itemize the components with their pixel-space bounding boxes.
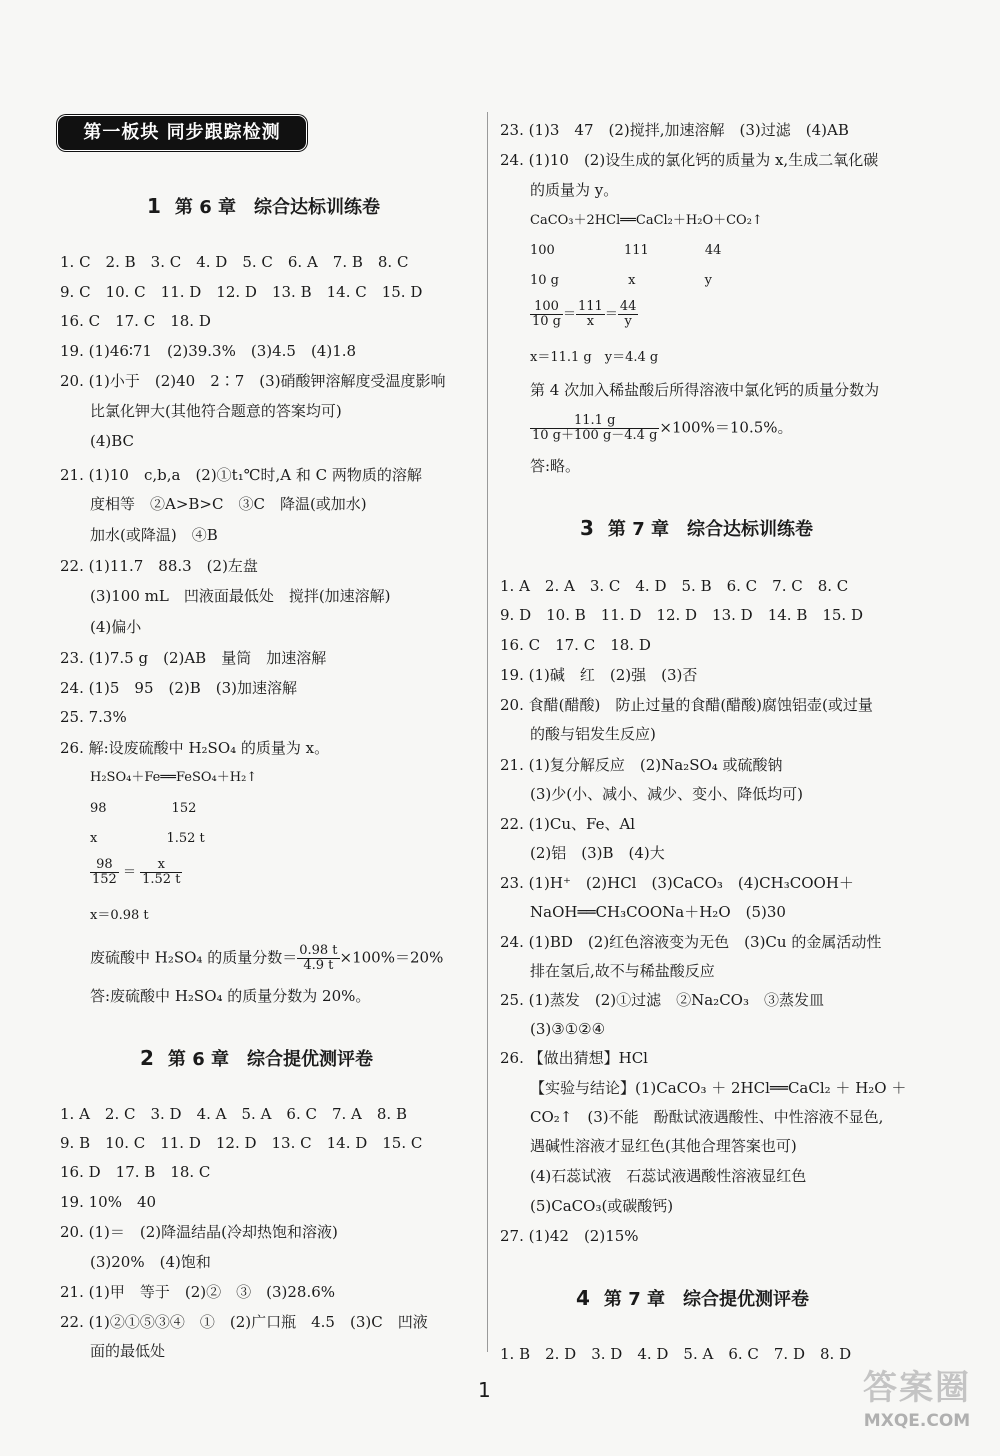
- answer-line: 9. B 10. C 11. D 12. D 13. C 14. D 15. C: [60, 1134, 423, 1152]
- answer-line: 9. C 10. C 11. D 12. D 13. B 14. C 15. D: [60, 283, 423, 301]
- section-3-number: 3: [580, 516, 594, 540]
- section-banner: 第一板块 同步跟踪检测: [60, 118, 304, 148]
- equation-line: 10 g x y: [530, 273, 712, 288]
- section-2-heading: [140, 1046, 373, 1072]
- answer-line: 20. (1)＝ (2)降温结晶(冷却热饱和溶液): [60, 1223, 338, 1241]
- section-4-number: 4: [576, 1286, 590, 1310]
- answer-line: 21. (1)甲 等于 (2)② ③ (3)28.6%: [60, 1283, 336, 1301]
- answer-line: 排在氢后,故不与稀盐酸反应: [530, 962, 715, 980]
- answer-line: 22. (1)Cu、Fe、Al: [500, 815, 636, 833]
- fraction: $\frac{111}{x}$: [578, 299, 603, 329]
- equation-line: x＝11.1 g y＝4.4 g: [530, 350, 659, 365]
- answer-line: 答:废硫酸中 H₂SO₄ 的质量分数为 20%。: [90, 987, 371, 1005]
- answer-line: 19. 10% 40: [60, 1193, 157, 1211]
- answer-line: (4)石蕊试液 石蕊试液遇酸性溶液显红色: [530, 1167, 807, 1185]
- section-2-title: 第 6 章 综合提优测评卷: [167, 1049, 373, 1070]
- answer-line: 19. (1)碱 红 (2)强 (3)否: [500, 666, 698, 684]
- answer-line: (3)20% (4)饱和: [90, 1253, 211, 1271]
- section-2-number: 2: [140, 1046, 154, 1070]
- section-4-title: 第 7 章 综合提优测评卷: [603, 1289, 809, 1310]
- fraction: $\frac{0.98 t}{4.9 t}$: [299, 943, 338, 973]
- answer-line: 16. C 17. C 18. D: [500, 636, 651, 654]
- answer-line: 23. (1)3 47 (2)搅拌,加速溶解 (3)过滤 (4)AB: [500, 121, 849, 139]
- fraction-equation: $\frac{11.1 g}{10 g+100 g-4.4 g}$ ×100%＝10.5%。: [532, 413, 793, 443]
- column-divider: [487, 112, 488, 1352]
- section-1-heading: [147, 194, 380, 220]
- fraction: $\frac{11.1 g}{10 g+100 g-4.4 g}$: [532, 413, 658, 443]
- answer-line: 26. 解:设废硫酸中 H₂SO₄ 的质量为 x。: [60, 739, 330, 757]
- answer-line: 25. 7.3%: [60, 708, 127, 726]
- answer-line: 23. (1)7.5 g (2)AB 量筒 加速溶解: [60, 649, 327, 667]
- answer-line: 比氯化钾大(其他符合题意的答案均可): [90, 402, 342, 420]
- page-number: 1: [478, 1378, 491, 1402]
- fraction: $\frac{x}{1.52 t}$: [142, 857, 181, 887]
- answer-line: 24. (1)BD (2)红色溶液变为无色 (3)Cu 的金属活动性: [500, 933, 882, 951]
- answer-line: 的酸与铝发生反应): [530, 725, 656, 743]
- fraction-equation: $\frac{100}{10 g}$ ＝ $\frac{111}{x}$ ＝ $\frac{44}{y}$: [532, 299, 637, 329]
- answer-line: 25. (1)蒸发 (2)①过滤 ②Na₂CO₃ ③蒸发皿: [500, 991, 824, 1009]
- equation-line: 98 152: [90, 801, 197, 816]
- answer-line: 面的最低处: [90, 1342, 166, 1360]
- answer-line: NaOH══CH₃COONa＋H₂O (5)30: [530, 903, 786, 921]
- answer-line: 答:略。: [530, 457, 581, 475]
- answer-line: 9. D 10. B 11. D 12. D 13. D 14. B 15. D: [500, 606, 863, 624]
- fraction-equation: $\frac{98}{152}$ ＝ $\frac{x}{1.52 t}$: [92, 857, 181, 887]
- answer-line: 24. (1)5 95 (2)B (3)加速溶解: [60, 679, 298, 697]
- answer-line: 22. (1)11.7 88.3 (2)左盘: [60, 557, 258, 575]
- answer-line: 【实验与结论】(1)CaCO₃ ＋ 2HCl══CaCl₂ ＋ H₂O ＋: [530, 1079, 907, 1097]
- fraction: $\frac{100}{10 g}$: [532, 299, 561, 329]
- equation-line: x＝0.98 t: [90, 908, 149, 923]
- answer-line: 21. (1)10 c,b,a (2)①t₁℃时,A 和 C 两物质的溶解: [60, 466, 422, 484]
- answer-line: 加水(或降温) ④B: [90, 526, 218, 544]
- equation-line: CaCO₃＋2HCl══CaCl₂＋H₂O＋CO₂↑: [530, 213, 763, 228]
- answer-line: 16. C 17. C 18. D: [60, 312, 211, 330]
- answer-line: (4)BC: [90, 432, 135, 450]
- answer-line: (4)偏小: [90, 618, 142, 636]
- answer-line: 1. A 2. A 3. C 4. D 5. B 6. C 7. C 8. C: [500, 577, 849, 595]
- equation-line: H₂SO₄＋Fe══FeSO₄＋H₂↑: [90, 770, 258, 785]
- answer-line: 19. (1)46∶71 (2)39.3% (3)4.5 (4)1.8: [60, 342, 357, 360]
- answer-line: 21. (1)复分解反应 (2)Na₂SO₄ 或硫酸钠: [500, 756, 783, 774]
- answer-line: 26. 【做出猜想】HCl: [500, 1049, 648, 1067]
- answer-line: 23. (1)H⁺ (2)HCl (3)CaCO₃ (4)CH₃COOH＋: [500, 874, 854, 892]
- equation-line: 100 111 44: [530, 243, 722, 258]
- answer-line: 遇碱性溶液才显红色(其他合理答案也可): [530, 1137, 797, 1155]
- equation-line: x 1.52 t: [90, 831, 205, 846]
- answer-line: 的质量为 y。: [530, 181, 619, 199]
- section-1-title: 第 6 章 综合达标训练卷: [174, 197, 380, 218]
- answer-line: 20. 食醋(醋酸) 防止过量的食醋(醋酸)腐蚀铝壶(或过量: [500, 696, 873, 714]
- fraction-equation: 废硫酸中 H₂SO₄ 的质量分数＝ $\frac{0.98 t}{4.9 t}$ ×100%＝20%: [90, 943, 444, 973]
- answer-line: 度相等 ②A>B>C ③C 降温(或加水): [90, 495, 367, 513]
- section-4-heading: [576, 1286, 809, 1312]
- answer-line: 27. (1)42 (2)15%: [500, 1227, 639, 1245]
- answer-line: (3)少(小、减小、减少、变小、降低均可): [530, 785, 803, 803]
- answer-line: CO₂↑ (3)不能 酚酞试液遇酸性、中性溶液不显色,: [530, 1108, 884, 1126]
- answer-line: 第 4 次加入稀盐酸后所得溶液中氯化钙的质量分数为: [530, 381, 880, 399]
- section-3-heading: [580, 516, 813, 542]
- answer-line: 22. (1)②①⑤③④ ① (2)广口瓶 4.5 (3)C 凹液: [60, 1313, 428, 1331]
- watermark-logo: 答案圈 MXQE.COM: [863, 1368, 971, 1431]
- answer-line: 24. (1)10 (2)设生成的氯化钙的质量为 x,生成二氧化碳: [500, 151, 879, 169]
- section-1-number: 1: [147, 194, 161, 218]
- answer-line: 16. D 17. B 18. C: [60, 1163, 211, 1181]
- answer-line: (3)③①②④: [530, 1020, 606, 1038]
- fraction: $\frac{98}{152}$: [92, 857, 117, 887]
- answer-line: (3)100 mL 凹液面最低处 搅拌(加速溶解): [90, 587, 391, 605]
- answer-line: 1. C 2. B 3. C 4. D 5. C 6. A 7. B 8. C: [60, 253, 409, 271]
- section-3-title: 第 7 章 综合达标训练卷: [607, 519, 813, 540]
- answer-line: (2)铝 (3)B (4)大: [530, 844, 665, 862]
- answer-line: (5)CaCO₃(或碳酸钙): [530, 1197, 674, 1215]
- answer-line: 20. (1)小于 (2)40 2∶7 (3)硝酸钾溶解度受温度影响: [60, 372, 446, 390]
- answer-line: 1. B 2. D 3. D 4. D 5. A 6. C 7. D 8. D: [500, 1345, 852, 1363]
- answer-line: 1. A 2. C 3. D 4. A 5. A 6. C 7. A 8. B: [60, 1105, 407, 1123]
- fraction: $\frac{44}{y}$: [619, 299, 637, 329]
